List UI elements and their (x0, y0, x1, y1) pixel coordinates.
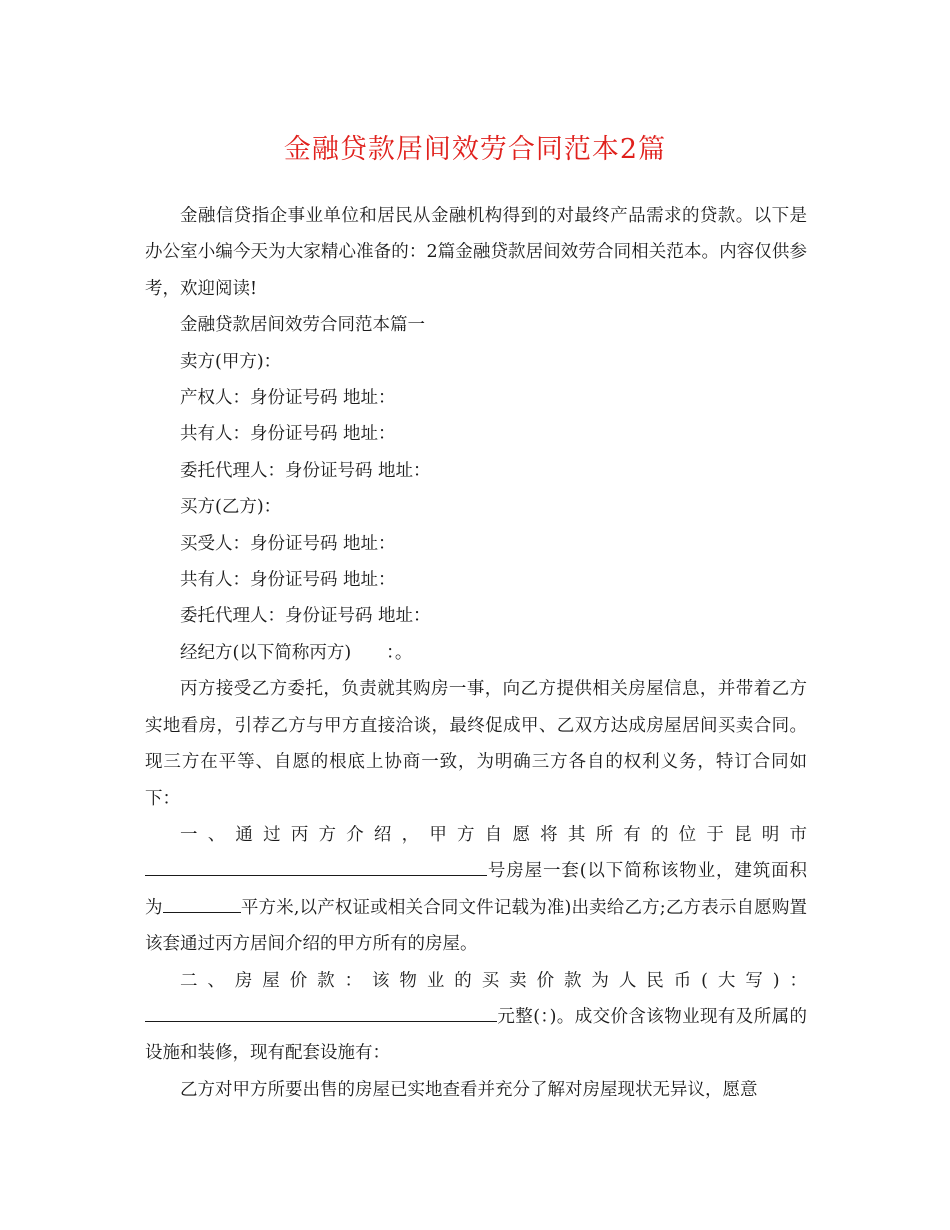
seller-agent-line: 委托代理人：身份证号码 地址： (180, 460, 431, 481)
document-title: 金融贷款居间效劳合同范本2篇 (283, 134, 667, 165)
document-body (145, 198, 807, 1108)
seller-owner-line: 产权人：身份证号码 地址： (180, 388, 396, 409)
clause-2-text-a: 二、房屋价款：该物业的买卖价款为人民币(大写)： (180, 970, 807, 991)
clause-2-text-b: 元整(：)。成交价含该物业现有及所属的设施和装修，现有配套设施有： (145, 1006, 807, 1064)
area-blank (163, 892, 241, 913)
intro-paragraph: 金融信贷指企事业单位和居民从金融机构得到的对最终产品需求的贷款。以下是办公室小编今天为大家精心准备的：2篇金融贷款居间效劳合同相关范本。内容仅供参考，欢迎阅读! (145, 206, 807, 299)
last-paragraph: 乙方对甲方所要出售的房屋已实地查看并充分了解对房屋现状无异议，愿意 (180, 1079, 758, 1100)
price-blank (145, 1001, 497, 1022)
broker-paragraph: 丙方接受乙方委托，负责就其购房一事，向乙方提供相关房屋信息，并带着乙方实地看房，引荐乙方与甲方直接洽谈，最终促成甲、乙双方达成房屋居间买卖合同。现三方在平等、自愿的根底上协商一致，为明确三方各自的权利义务，特订合同如下： (145, 679, 807, 809)
seller-label: 卖方(甲方)： (180, 351, 282, 372)
address-blank (145, 855, 487, 876)
clause-1-text-a: 一、通过丙方介绍，甲方自愿将其所有的位于昆明市 (180, 824, 807, 845)
clause-1-text-c: 平方米,以产权证或相关合同文件记载为准)出卖给乙方;乙方表示自愿购置该套通过丙方居间介绍的甲方所有的房屋。 (145, 897, 807, 955)
seller-coowner-line: 共有人：身份证号码 地址： (180, 424, 396, 445)
clause-1-paragraph (145, 817, 807, 963)
broker-label: 经纪方(以下简称丙方) ：。 (180, 642, 413, 663)
clause-1-text-b: 号房屋一套(以下简称该物业，建筑面积为 (145, 861, 807, 918)
buyer-coowner-line: 共有人：身份证号码 地址： (180, 570, 396, 591)
buyer-agent-line: 委托代理人：身份证号码 地址： (180, 606, 431, 627)
buyer-label: 买方(乙方)： (180, 497, 282, 518)
clause-2-paragraph (145, 963, 807, 1072)
buyer-person-line: 买受人：身份证号码 地址： (180, 533, 396, 554)
section-heading: 金融贷款居间效劳合同范本篇一 (180, 315, 425, 336)
